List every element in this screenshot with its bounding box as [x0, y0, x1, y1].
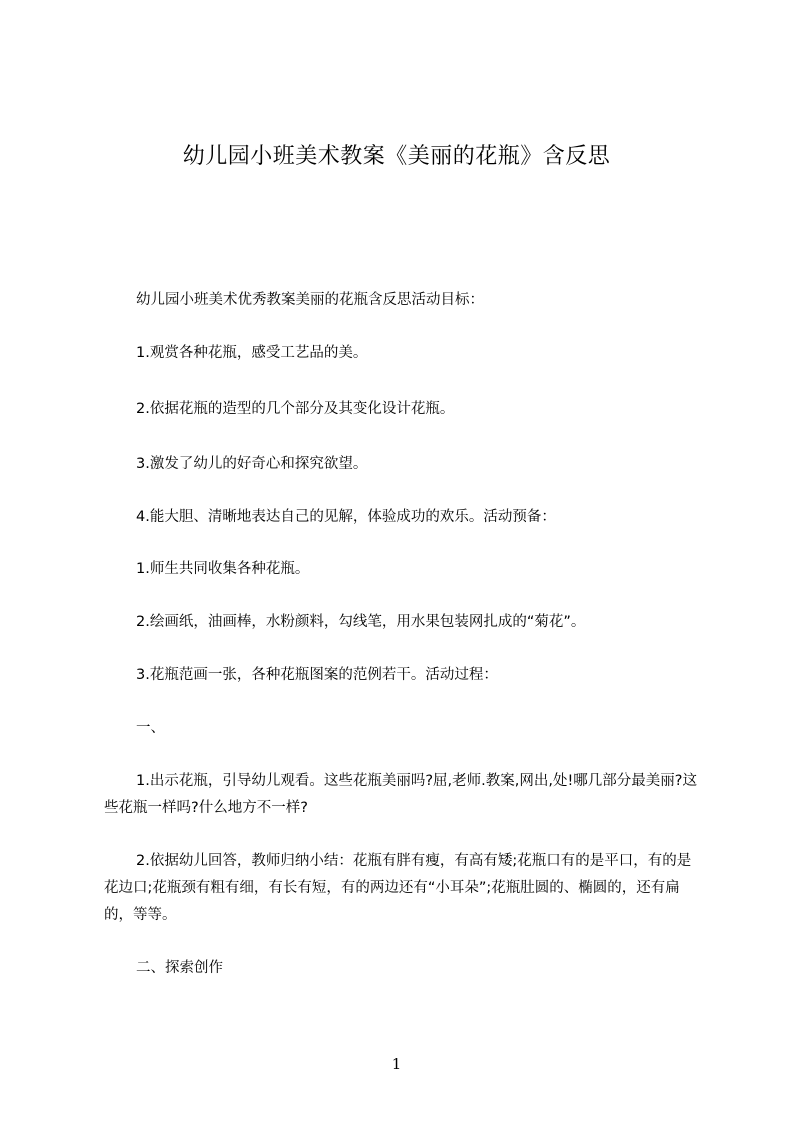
paragraph-goal-1: 1.观赏各种花瓶，感受工艺品的美。	[136, 345, 368, 361]
document-title: 幼儿园小班美术教案《美丽的花瓶》含反思	[182, 144, 611, 169]
paragraph-prep-2: 2.绘画纸，油画棒，水粉颜料，勾线笔，用水果包装网扎成的“菊花”。	[136, 614, 586, 630]
paragraph-goal-4: 4.能大胆、清晰地表达自己的见解，体验成功的欢乐。活动预备：	[136, 509, 556, 525]
page-number: 1	[391, 1055, 402, 1073]
paragraph-process-2: 2.依据幼儿回答，教师归纳小结：花瓶有胖有瘦，有高有矮;花瓶口有的是平口，有的是花边口;花瓶颈有粗有细，有长有短，有的两边还有“小耳朵”;花瓶肚圆的、椭圆的，还有扁的，等等。	[104, 853, 692, 923]
paragraph-process-1: 1.出示花瓶，引导幼儿观看。这些花瓶美丽吗?屈,老师.教案,网出,处!哪几部分最美丽?这些花瓶一样吗?什么地方不一样?	[104, 773, 697, 816]
paragraph-goal-2: 2.依据花瓶的造型的几个部分及其变化设计花瓶。	[136, 401, 455, 417]
paragraph-intro: 幼儿园小班美术优秀教案美丽的花瓶含反思活动目标：	[136, 292, 484, 308]
section-heading-1: 一、	[136, 720, 165, 736]
paragraph-prep-3: 3.花瓶范画一张，各种花瓶图案的范例若干。活动过程：	[136, 667, 498, 683]
section-heading-2: 二、探索创作	[136, 960, 223, 976]
paragraph-goal-3: 3.激发了幼儿的好奇心和探究欲望。	[136, 456, 368, 472]
paragraph-prep-1: 1.师生共同收集各种花瓶。	[136, 561, 310, 577]
